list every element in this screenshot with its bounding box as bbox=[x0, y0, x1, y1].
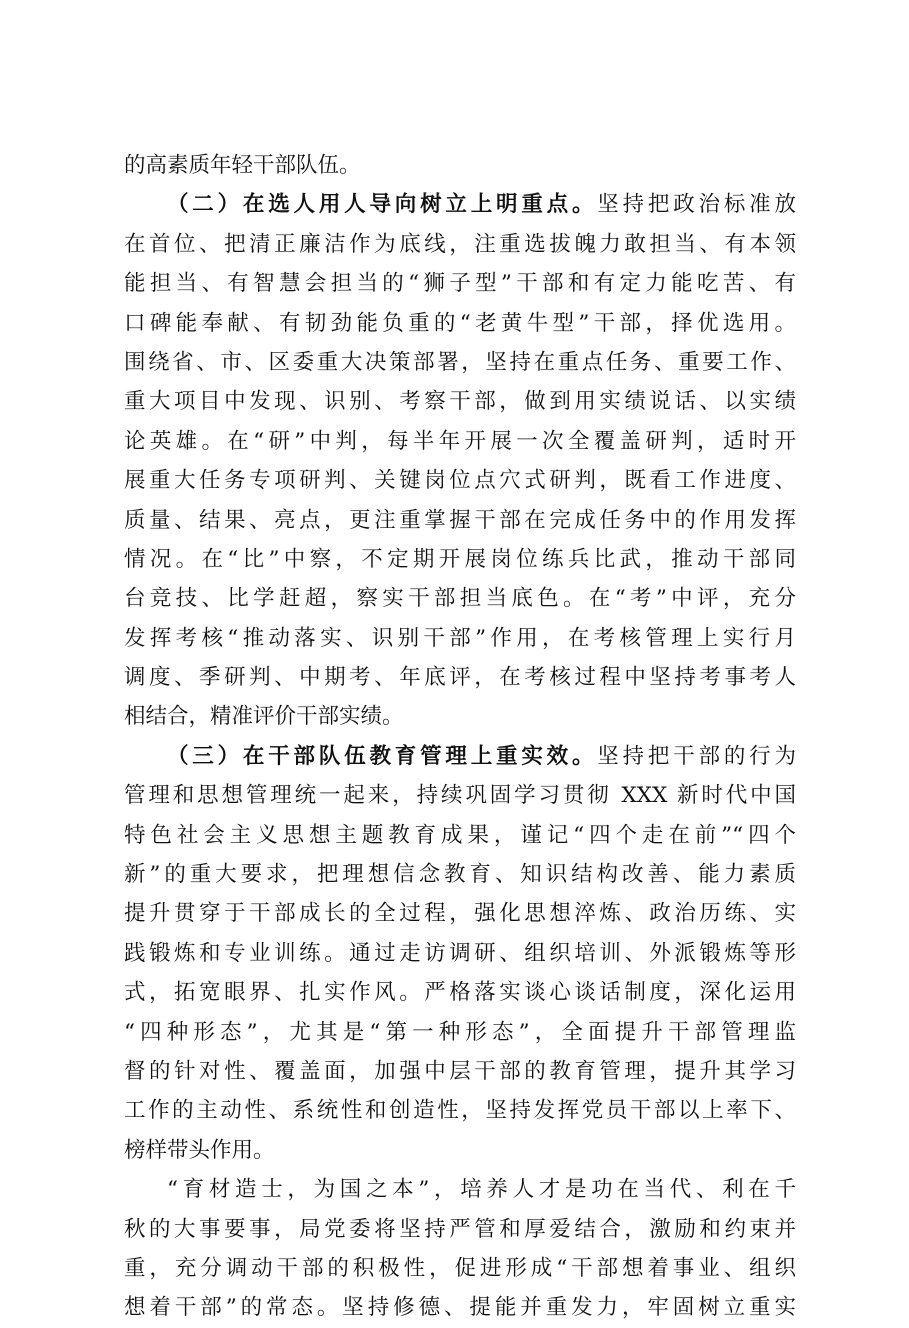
text-line bbox=[124, 304, 796, 343]
text-line bbox=[124, 501, 796, 540]
line-text: 展重大任务专项研判、关键岗位点穴式研判，既看工作进度、 bbox=[124, 468, 796, 494]
text-line bbox=[124, 1170, 796, 1209]
line-text: 践锻炼和专业训练。通过走访调研、组织培训、外派锻炼等形 bbox=[124, 940, 796, 966]
line-text: 情况。在“比”中察，不定期开展岗位练兵比武，推动干部同 bbox=[124, 546, 796, 572]
line-text: “育材造士，为国之本”，培养人才是功在当代、利在千 bbox=[167, 1177, 796, 1203]
line-text: 榜样带头作用。 bbox=[124, 1137, 275, 1163]
text-line bbox=[124, 737, 796, 776]
text-line bbox=[124, 382, 796, 421]
text-line bbox=[124, 422, 796, 461]
text-line bbox=[124, 540, 796, 579]
text-line bbox=[124, 343, 796, 382]
line-text: 重，充分调动干部的积极性，促进形成“干部想着事业、组织 bbox=[124, 1255, 796, 1281]
text-line bbox=[124, 185, 796, 224]
text-line bbox=[124, 264, 796, 303]
text-line bbox=[124, 973, 796, 1012]
body-text bbox=[124, 146, 796, 1328]
line-text: 提升贯穿于干部成长的全过程，强化思想淬炼、政治历练、实 bbox=[124, 901, 796, 927]
line-text: 调度、季研判、中期考、年底评，在考核过程中坚持考事考人 bbox=[124, 665, 796, 691]
line-text: 重大项目中发现、识别、考察干部，做到用实绩说话、以实绩 bbox=[124, 389, 796, 415]
line-text: 围绕省、市、区委重大决策部署，坚持在重点任务、重要工作、 bbox=[124, 349, 796, 375]
line-text: 秋的大事要事，局党委将坚持严管和厚爱结合，激励和约束并 bbox=[124, 1216, 796, 1242]
text-line bbox=[124, 1131, 796, 1170]
text-line bbox=[124, 934, 796, 973]
line-text: “四种形态”，尤其是“第一种形态”，全面提升干部管理监 bbox=[124, 1019, 796, 1045]
line-text: 坚持把政治标准放 bbox=[597, 192, 796, 218]
text-line bbox=[124, 579, 796, 618]
line-text: 相结合，精准评价干部实绩。 bbox=[124, 704, 404, 730]
text-line bbox=[124, 1249, 796, 1288]
line-text: 督的针对性、覆盖面，加强中层干部的教育管理，提升其学习 bbox=[124, 1058, 796, 1084]
section-heading: （三）在干部队伍教育管理上重实效。 bbox=[167, 743, 598, 769]
line-text: 新”的重大要求，把理想信念教育、知识结构改善、能力素质 bbox=[124, 862, 796, 888]
line-text: 在首位、把清正廉洁作为底线，注重选拔魄力敢担当、有本领 bbox=[124, 231, 796, 257]
text-line bbox=[124, 1091, 796, 1130]
line-text: 工作的主动性、系统性和创造性，坚持发挥党员干部以上率下、 bbox=[124, 1098, 796, 1124]
line-text: 台竞技、比学赶超，察实干部担当底色。在“考”中评，充分 bbox=[124, 586, 796, 612]
text-line bbox=[124, 776, 796, 815]
line-text: 想着干部”的常态。坚持修德、提能并重发力，牢固树立重实 bbox=[124, 1295, 796, 1321]
text-line bbox=[124, 1052, 796, 1091]
text-line bbox=[124, 658, 796, 697]
text-line bbox=[124, 461, 796, 500]
line-text: 质量、结果、亮点，更注重掌握干部在完成任务中的作用发挥 bbox=[124, 507, 796, 533]
text-line bbox=[124, 855, 796, 894]
line-text: 管理和思想管理统一起来，持续巩固学习贯彻 XXX 新时代中国 bbox=[124, 783, 796, 809]
text-line bbox=[124, 146, 796, 185]
section-heading: （二）在选人用人导向树立上明重点。 bbox=[167, 192, 598, 218]
line-text: 发挥考核“推动落实、识别干部”作用，在考核管理上实行月 bbox=[124, 625, 796, 651]
text-line bbox=[124, 619, 796, 658]
text-line bbox=[124, 1210, 796, 1249]
text-line bbox=[124, 697, 796, 736]
text-line bbox=[124, 816, 796, 855]
text-line bbox=[124, 894, 796, 933]
line-text: 特色社会主义思想主题教育成果，谨记“四个走在前”“四个 bbox=[124, 822, 796, 848]
line-text: 式，拓宽眼界、扎实作风。严格落实谈心谈话制度，深化运用 bbox=[124, 980, 796, 1006]
line-text: 的高素质年轻干部队伍。 bbox=[124, 153, 361, 178]
line-text: 能担当、有智慧会担当的“狮子型”干部和有定力能吃苦、有 bbox=[124, 271, 796, 297]
line-text: 口碑能奉献、有韧劲能负重的“老黄牛型”干部，择优选用。 bbox=[124, 310, 796, 336]
line-text: 论英雄。在“研”中判，每半年开展一次全覆盖研判，适时开 bbox=[124, 428, 796, 454]
text-line bbox=[124, 1288, 796, 1327]
text-line bbox=[124, 1013, 796, 1052]
text-line bbox=[124, 225, 796, 264]
line-text: 坚持把干部的行为 bbox=[597, 743, 796, 769]
